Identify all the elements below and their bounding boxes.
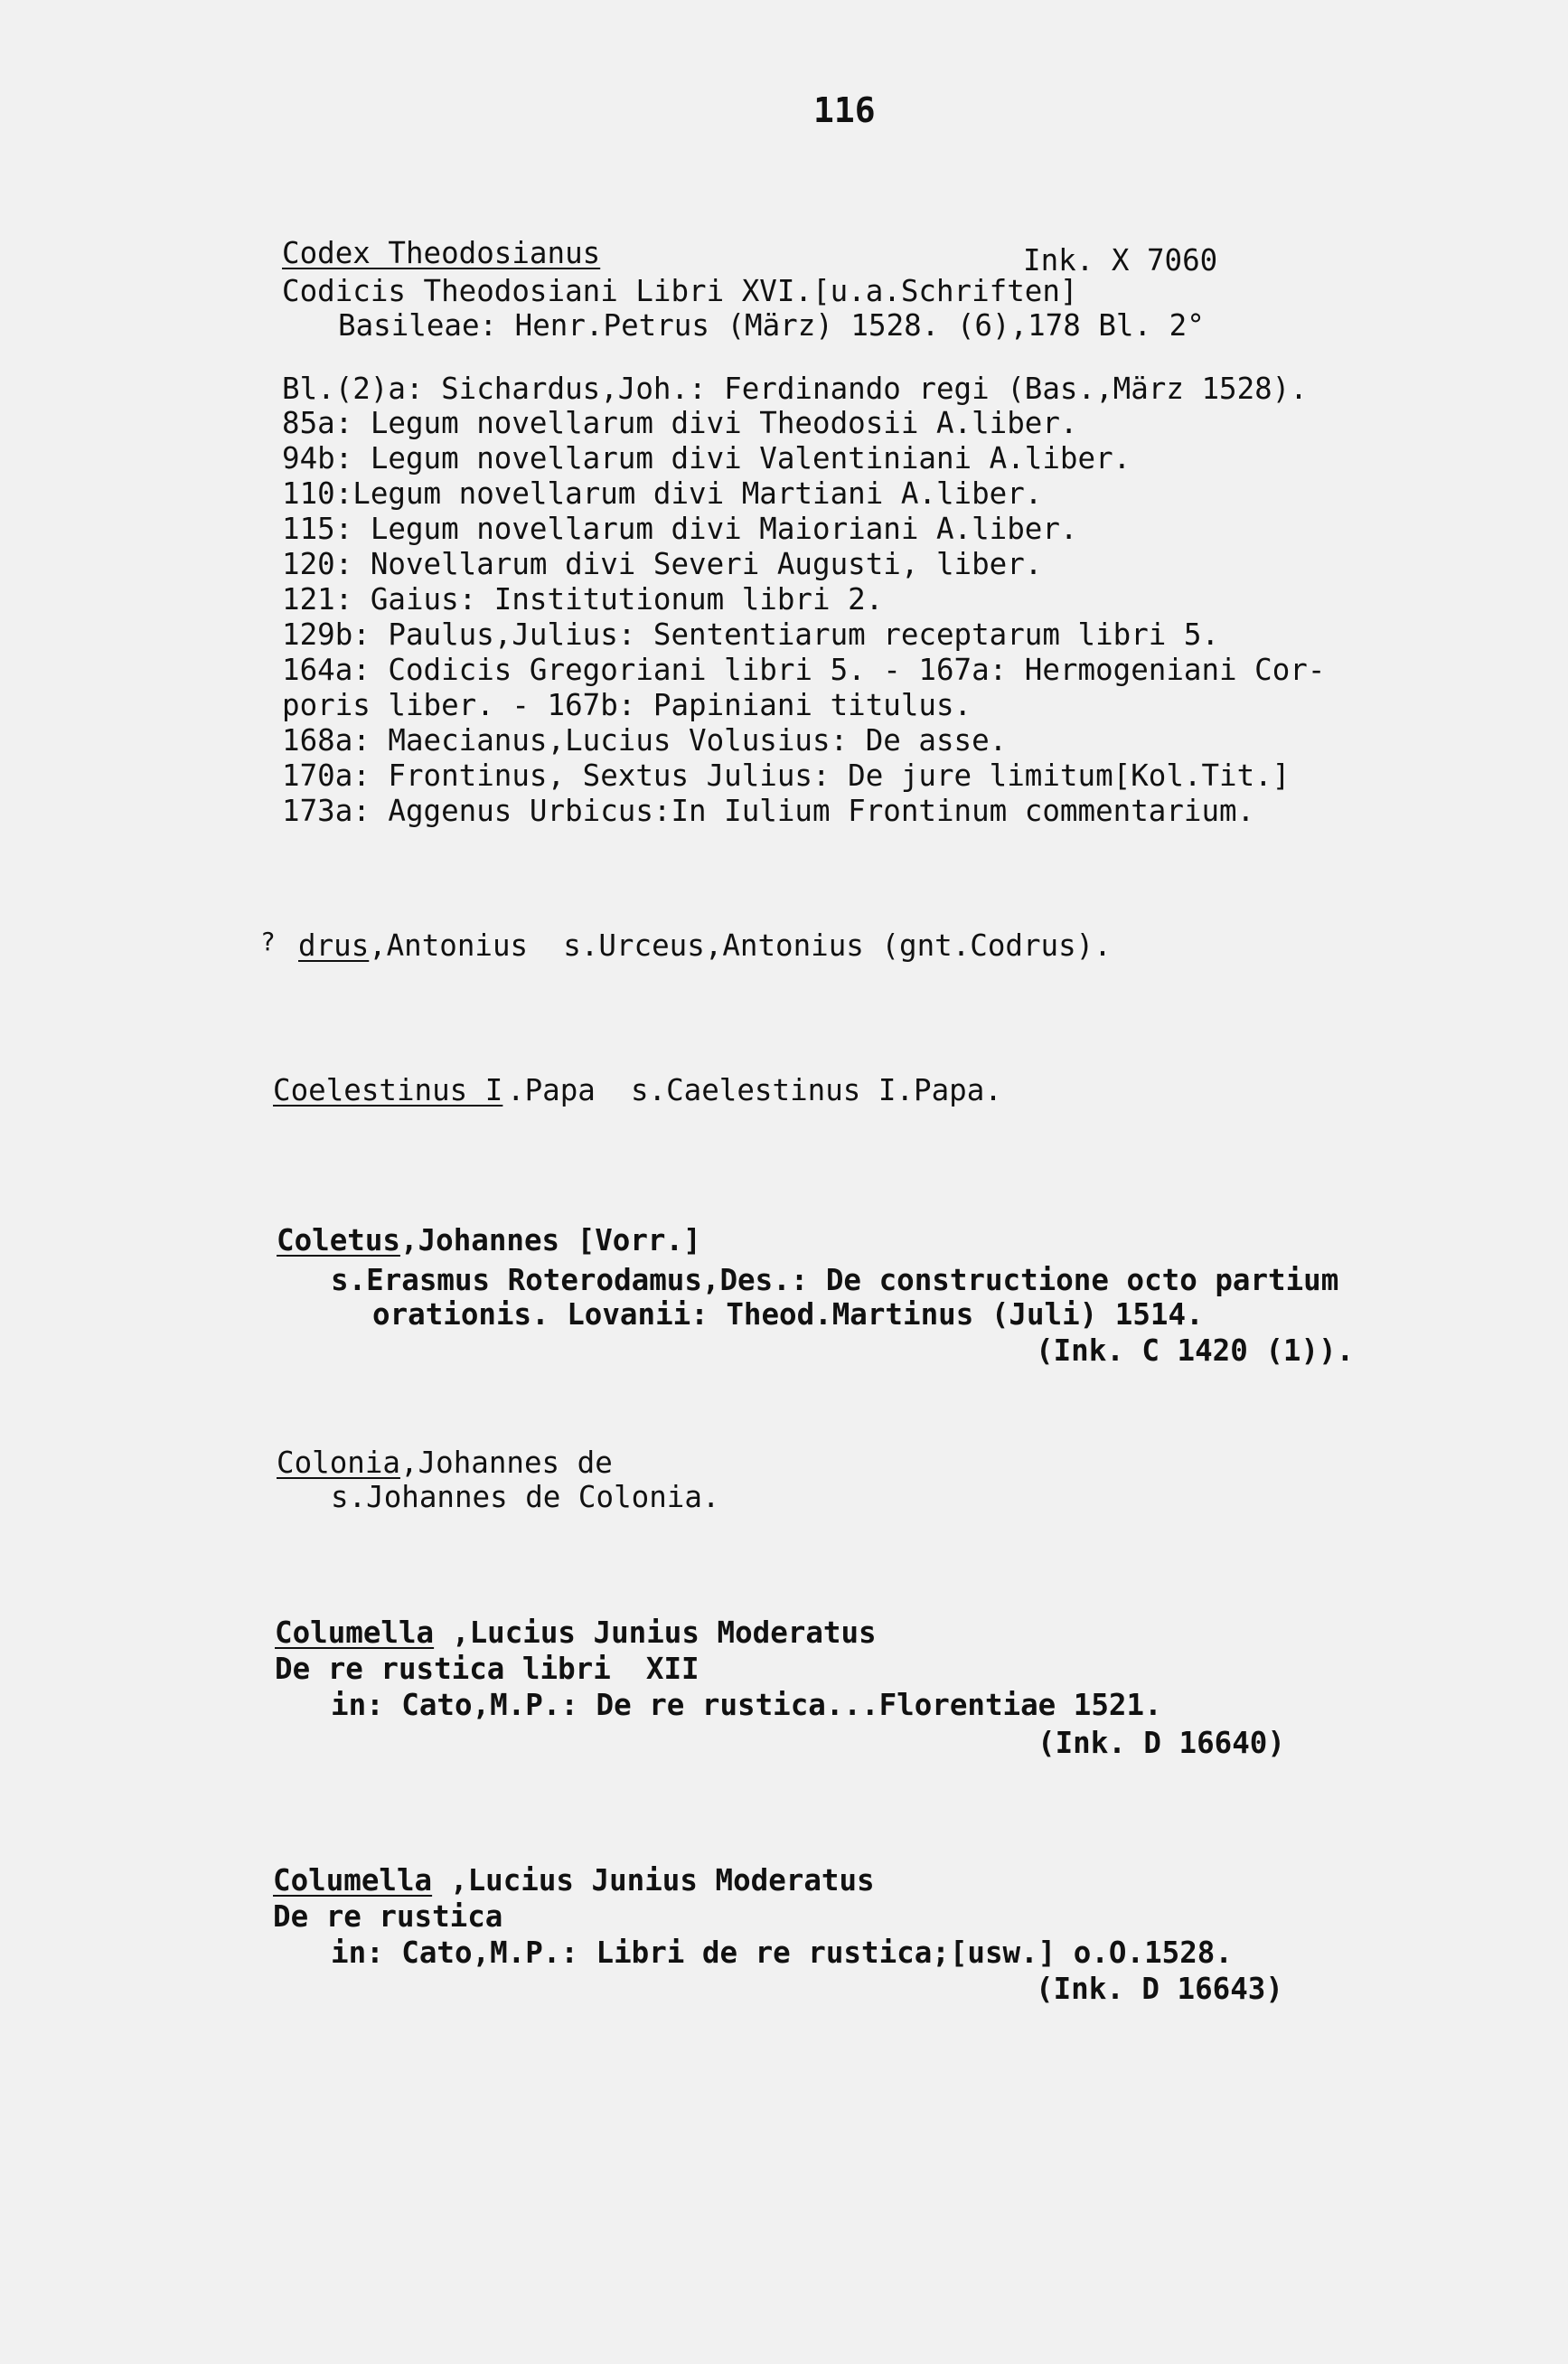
entry-line: 168a: Maecianus,Lucius Volusius: De asse.: [282, 723, 1008, 758]
entry-line: 164a: Codicis Gregoriani libri 5. - 167a: Hermogeniani Cor-: [282, 653, 1326, 687]
entry-line: 110:Legum novellarum divi Martiani A.liber.: [282, 476, 1043, 511]
entry-line: poris liber. - 167b: Papiniani titulus.: [282, 688, 972, 722]
ink-number: (Ink. D 16640): [1038, 1726, 1285, 1760]
entry-line: ,Antonius s.Urceus,Antonius (gnt.Codrus).: [369, 928, 1112, 963]
entry-line: Basileae: Henr.Petrus (März) 1528. (6),178 Bl. 2°: [338, 308, 1205, 343]
entry-line: Bl.(2)a: Sichardus,Joh.: Ferdinando regi (Bas.,März 1528).: [282, 372, 1308, 406]
entry-line: 115: Legum novellarum divi Maioriani A.liber.: [282, 512, 1078, 546]
entry-line: 129b: Paulus,Julius: Sententiarum receptarum libri 5.: [282, 617, 1220, 652]
entry-line: .Papa s.Caelestinus I.Papa.: [507, 1073, 1002, 1107]
page-number: 116: [813, 90, 876, 130]
entry-line: ,Johannes [Vorr.]: [400, 1223, 701, 1257]
entry-heading: drus: [298, 928, 370, 963]
entry-line: 173a: Aggenus Urbicus:In Iulium Frontinum commentarium.: [282, 794, 1255, 828]
entry-line: Codicis Theodosiani Libri XVI.[u.a.Schriften]: [282, 274, 1078, 308]
entry-heading: Codex Theodosianus: [282, 236, 601, 270]
entry-line: De re rustica libri XII: [275, 1652, 699, 1686]
entry-line: 94b: Legum novellarum divi Valentiniani A.liber.: [282, 441, 1131, 476]
entry-line: ,Lucius Junius Moderatus: [452, 1615, 877, 1650]
entry-line: De re rustica: [273, 1899, 503, 1934]
entry-line: s.Erasmus Roterodamus,Des.: De constructione octo partium: [331, 1263, 1339, 1297]
entry-line: orationis. Lovanii: Theod.Martinus (Juli) 1514.: [372, 1297, 1204, 1332]
entry-line: ,Johannes de: [400, 1446, 613, 1480]
entry-heading: Coletus: [277, 1223, 400, 1257]
entry-heading: Coelestinus I: [273, 1073, 503, 1107]
handwritten-mark: ?: [260, 927, 276, 956]
entry-line: s.Johannes de Colonia.: [331, 1480, 720, 1514]
entry-line: 120: Novellarum divi Severi Augusti, liber.: [282, 547, 1043, 581]
ink-number: (Ink. C 1420 (1)).: [1036, 1333, 1355, 1368]
entry-heading: Colonia: [277, 1446, 400, 1480]
entry-heading: Columella: [275, 1615, 435, 1650]
entry-line: in: Cato,M.P.: De re rustica...Florentiae 1521.: [331, 1688, 1162, 1722]
entry-line: 170a: Frontinus, Sextus Julius: De jure limitum[Kol.Tit.]: [282, 758, 1291, 793]
entry-line: 121: Gaius: Institutionum libri 2.: [282, 582, 884, 617]
entry-line: 85a: Legum novellarum divi Theodosii A.liber.: [282, 406, 1078, 440]
ink-number: (Ink. D 16643): [1036, 1972, 1283, 2006]
entry-line: ,Lucius Junius Moderatus: [450, 1863, 875, 1898]
ink-number: Ink. X 7060: [1023, 243, 1218, 278]
entry-line: in: Cato,M.P.: Libri de re rustica;[usw.] o.O.1528.: [331, 1935, 1233, 1970]
entry-heading: Columella: [273, 1863, 433, 1898]
